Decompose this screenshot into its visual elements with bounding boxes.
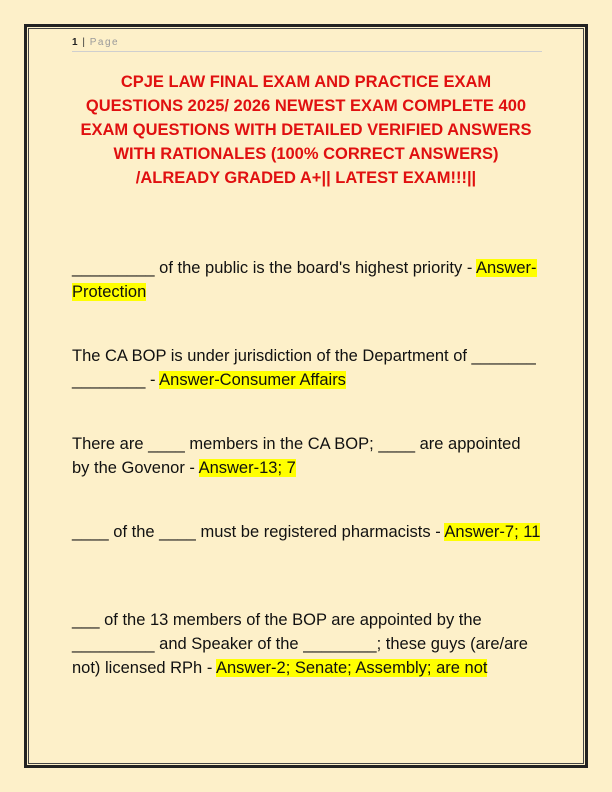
page-header [72, 37, 542, 52]
question-text: _________ of the public is the board's highest priority - [72, 259, 476, 277]
answer-text: Answer-7; 11 [444, 523, 541, 541]
page-number: 1 [72, 37, 78, 48]
document-title: CPJE LAW FINAL EXAM AND PRACTICE EXAM QUESTIONS 2025/ 2026 NEWEST EXAM COMPLETE 400 EXAM QUESTIONS WITH DETAILED VERIFIED ANSWERS WITH RATIONALES (100% CORRECT ANSWERS) /ALREADY GRADED A+|| LATEST EXAM!!!|| [80, 73, 532, 187]
question-text: ___ of the 13 members of the BOP are appointed by the _________ and Speaker of the ________; these guys (are/are not) licensed RPh - [72, 611, 528, 677]
answer-text: Answer-Consumer Affairs [159, 371, 346, 389]
answer-text: Answer-13; 7 [198, 459, 296, 477]
qa-item [72, 432, 542, 480]
qa-item [72, 256, 542, 304]
qa-item [72, 608, 542, 680]
answer-text: Answer-2; Senate; Assembly; are not [216, 659, 488, 677]
page-label: Page [89, 37, 120, 48]
answer-text: Answer-Protection [72, 259, 537, 301]
question-text: ____ of the ____ must be registered pharmacists - [72, 523, 445, 541]
header-separator: | [82, 37, 85, 48]
question-text: The CA BOP is under jurisdiction of the Department of _______ ________ - [72, 347, 536, 389]
question-text: There are ____ members in the CA BOP; ____ are appointed by the Govenor - [72, 435, 521, 477]
qa-item [72, 520, 542, 544]
qa-item [72, 344, 542, 392]
